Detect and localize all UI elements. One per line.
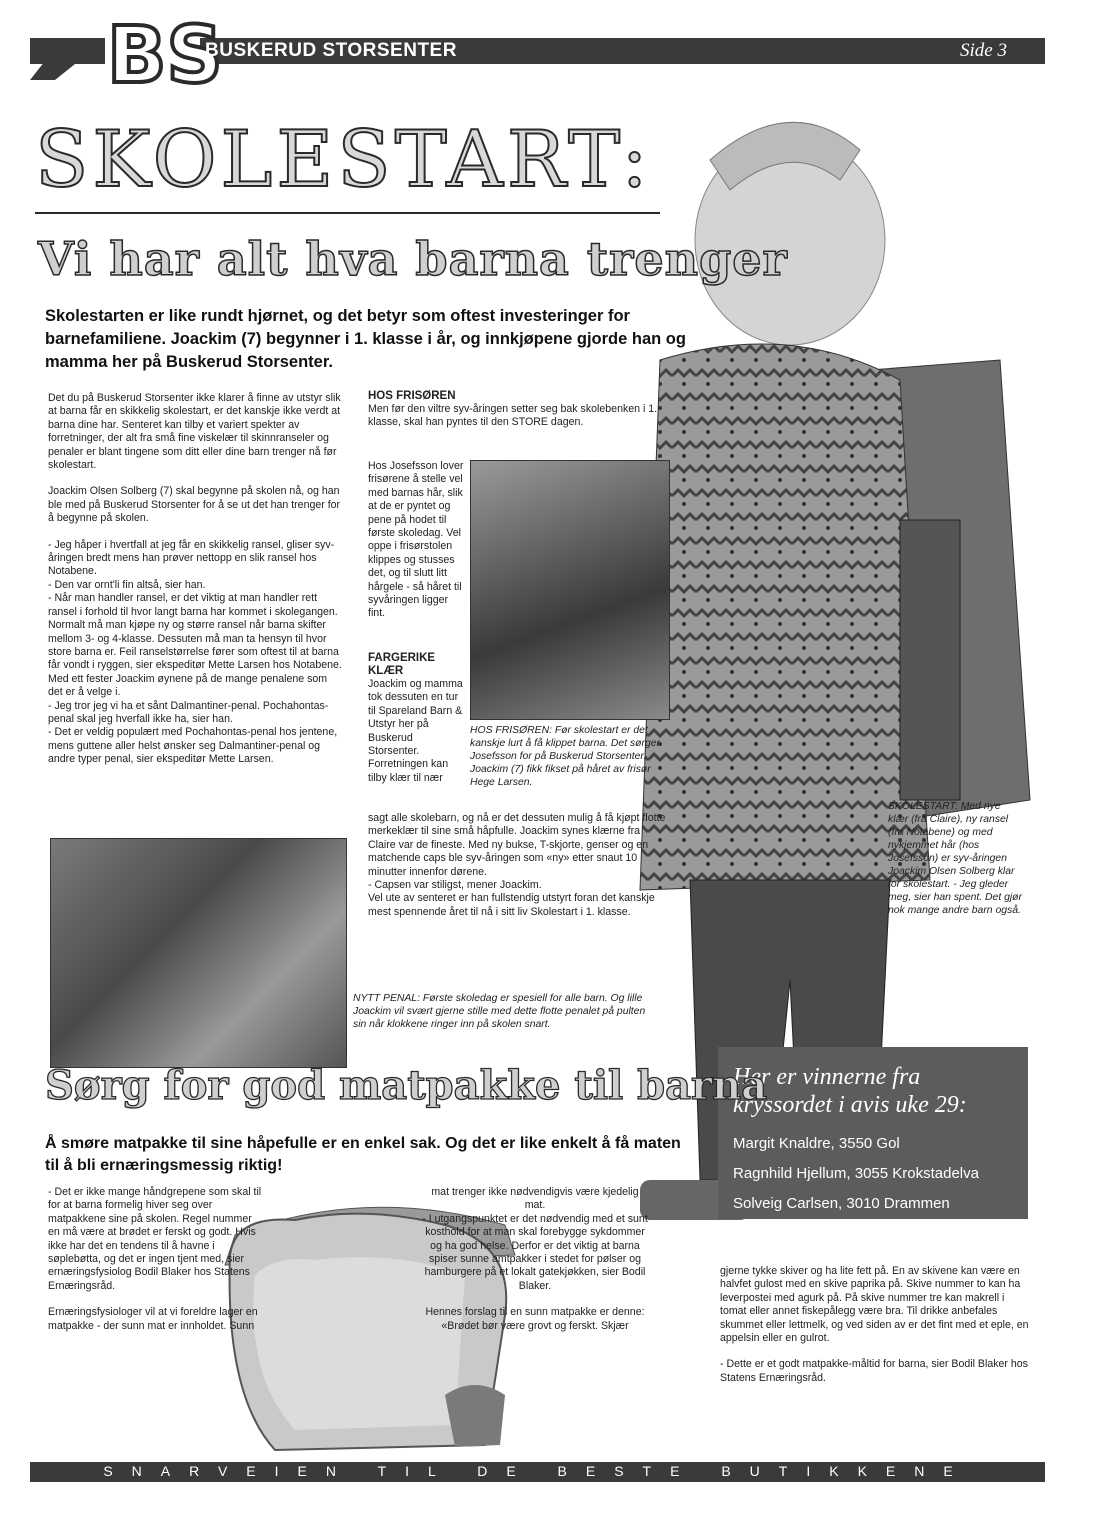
paragraph: - Dette er et godt matpakke-måltid for barna, sier Bodil Blaker hos Statens Ernæringsråd.: [720, 1358, 1028, 1384]
photo-hairdresser: [470, 460, 670, 720]
logo-text: BS: [107, 11, 223, 101]
article2-column3: [720, 1265, 1030, 1398]
paragraph: Det du på Buskerud Storsenter ikke klarer å finne av utstyr slik at barna får en skikkelig skolestart, er det kanskje ikke verdt at barna dine har. Senteret kan tilby et variert spekter av forretninger, der alt fra små fine viskelær til skinnranseler og penaler er blant tingene som ditt eller dine barn trenger nå før skolestart.: [48, 392, 341, 472]
subheadline: Vi har alt hva barna trenger: [38, 232, 788, 286]
headline-rule: [35, 212, 660, 214]
winner-name: Ragnhild Hjellum, 3055 Krokstadelva: [733, 1165, 979, 1182]
paragraph: - Det er ikke mange håndgrepene som skal til for at barna formelig hiver seg over matpakkene sine på skolen. Regel nummer en må være at brødet er ferskt og godt. Hvis ikke har det en tendens til å havne i søplebøtta, og det er ingen tjent med, sier ernæringsfysiolog Bodil Blaker hos Statens Ernæringsråd.: [48, 1186, 262, 1292]
article1-klaer-wide: sagt alle skolebarn, og nå er det dessuten mulig å få kjøpt flotte merkeklær til sine små håpfulle. Joackim synes klærne fra Claire var de fineste. Med ny bukse, T-skjorte, genser og en matchende caps ble syv-åringen som «ny» etter snaut 10 minutter innenfor dørene. - Capsen var stiligst, mener Joackim. Vel ute av senteret er han fullstendig utstyrt foran det kanskje mest spennende året til nå i sitt liv Skolestart i 1. klasse.: [368, 812, 666, 918]
header-title: BUSKERUD STORSENTER: [205, 40, 457, 61]
subheading-frisor: HOS FRISØREN: [368, 390, 456, 402]
article2-column1: [48, 1186, 263, 1346]
page-number: Side 3: [960, 40, 1007, 61]
subheading-klaer: FARGERIKE KLÆR: [368, 652, 436, 677]
caption-hairdresser: HOS FRISØREN: Før skolestart er det kanskje lurt å få klippet barna. Det sørger Josefsson for på Buskerud Storsenter. Joackim (7) fikk fikset på håret av frisør Hege Larsen.: [470, 725, 661, 788]
headline-matpakke: Sørg for god matpakke til barna: [45, 1062, 768, 1109]
winner-name: Margit Knaldre, 3550 Gol: [733, 1135, 900, 1152]
logo-icon: [105, 10, 223, 101]
photo-pencil-case: [50, 838, 347, 1068]
lead-paragraph-matpakke: Å smøre matpakke til sine håpefulle er en enkel sak. Og det er like enkelt å få maten til å bli ernæringsmessig riktig!: [45, 1135, 681, 1174]
paragraph: mat trenger ikke nødvendigvis være kjedelig mat. - I utgangspunktet er det nødvendig med et sunt kosthold for at man skal forebygge sykdommer og ha god helse. Derfor er det viktig at barna spiser sunne amtpakker i stedet for pølser og hamburgere på et lokalt gatekjøkken, sier Bodil Blaker.: [422, 1186, 648, 1292]
article1-column1: [48, 392, 343, 780]
paragraph: Ernæringsfysiologer vil at vi foreldre lager en matpakke - der sunn mat er innholdet. Sunn: [48, 1306, 258, 1332]
paragraph: Men før den viltre syv-åringen setter seg bak skolebenken i 1. klasse, skal han pyntes til den STORE dagen.: [368, 403, 658, 429]
footer-slogan: SNARVEIEN TIL DE BESTE BUTIKKENE: [103, 1463, 972, 1479]
paragraph: Hennes forslag til en sunn matpakke er denne: «Brødet bør være grovt og ferskt. Skjær: [425, 1306, 645, 1332]
lead-paragraph: Skolestarten er like rundt hjørnet, og det betyr som oftest investeringer for barnefamiliene. Joackim (7) begynner i 1. klasse i år, og innkjøpene gjorde han og mamma her på Buskerud Storsenter.: [45, 307, 686, 371]
headline-skolestart: SKOLESTART:: [35, 115, 652, 205]
article1-klaer-narrow: [368, 652, 464, 785]
article1-frisor-intro: [368, 390, 668, 430]
paragraph: Joackim og mamma tok dessuten en tur til Spareland Barn & Utstyr her på Buskerud Storsenter. Forretningen kan tilby klær til nær: [368, 678, 463, 784]
paragraph: - Jeg håper i hvertfall at jeg får en skikkelig ransel, gliser syv-åringen bredt mens han prøver nettopp en slik ransel hos Notabene. - Den var ornt'li fin altså, sier han. - Når man handler ransel, er det viktig at man handler rett ransel i forhold til hvor langt barna har kommet i skolegangen. Normalt må man kjøpe ny og større ransel når barna skifter mellom 3- og 4-klasse. Dessuten må man ta hensyn til hvor store barna er. Feil ranselstørrelse fører som oftest til at barna får vondt i ryggen, sier ekspeditør Mette Larsen hos Notabene. Med ett fester Joackim øynene på de mange penalene som det er å velge i. - Jeg tror jeg vi ha et sånt Dalmantiner-penal. Pochahontas-penal skal jeg hverfall ikke ha, sier han. - Det er veldig populært med Pochahontas-penal hos jentene, mens guttene aller helst ønsker seg Dalmantiner-penal og andre typer penal, sier ekspeditør Mette Larsen.: [48, 538, 342, 766]
article1-frisor-narrow: Hos Josefsson lover frisørene å stelle vel med barnas hår, slik at de er pyntet og pene på hodet til første skoledag. Vel oppe i frisørstolen klippes og stusses det, og til slutt litt hårgele - så håret til syvåringen ligger fint.: [368, 460, 464, 620]
winner-name: Solveig Carlsen, 3010 Drammen: [733, 1195, 950, 1212]
paragraph: gjerne tykke skiver og ha lite fett på. En av skivene kan være en halvfet gulost med en skive paprika på. Skive nummer to kan ha leverpostei med agurk på. På skive nummer tre kan makrell i tomat eller annet fiskepålegg være bra. Til drikke anbefales skummet eller lettmelk, og ved siden av er det fint med et eple, en appelsin eller en gulrot.: [720, 1265, 1029, 1345]
article2-column2: [420, 1186, 650, 1346]
caption-boy: SKOLESTART: Med nye klær (fra Claire), ny ransel (fra Notabene) og med nykjemmet hår (hos Josefsson) er syv-åringen Joackim Olsen Solberg klar for skolestart. - Jeg gleder meg, sier han spent. Det gjør nok mange andre barn også.: [888, 801, 1022, 916]
paragraph: Joackim Olsen Solberg (7) skal begynne på skolen nå, og han ble med på Buskerud Storsenter for å se ut det han trenger for å begynne på skolen.: [48, 485, 341, 525]
caption-pencil-case: NYTT PENAL: Første skoledag er spesiell for alle barn. Og lille Joackim vil svært gjerne stille med dette flotte penalet på pulten sin når klokkene ringer inn på skolen snart.: [353, 993, 646, 1030]
winners-title: Her er vinnerne fra kryssordet i avis uke 29:: [733, 1064, 967, 1118]
